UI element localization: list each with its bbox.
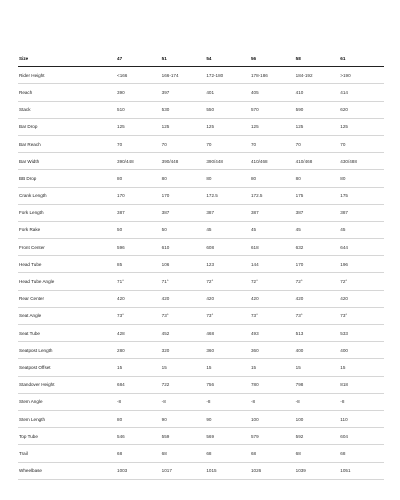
table-row: [18, 342, 384, 359]
table-row: [18, 135, 384, 152]
header-size-label: Size: [18, 50, 116, 67]
table-cell: 620: [339, 101, 384, 118]
table-cell: 320: [161, 342, 206, 359]
row-label: Seat Angle: [18, 307, 116, 324]
row-label: Standover Height: [18, 376, 116, 393]
row-label: Reach: [18, 84, 116, 101]
table-cell: 420: [161, 290, 206, 307]
table-cell: 360: [250, 342, 295, 359]
header-size-56: 56: [250, 50, 295, 67]
table-cell: 125: [339, 118, 384, 135]
table-cell: 196: [339, 256, 384, 273]
table-cell: 559: [161, 428, 206, 445]
table-cell: 632: [295, 239, 340, 256]
table-cell: 387: [250, 204, 295, 221]
table-cell: <166: [116, 67, 161, 84]
table-cell: 106: [161, 256, 206, 273]
table-cell: 592: [295, 428, 340, 445]
table-cell: 684: [116, 376, 161, 393]
table-cell: 510: [116, 101, 161, 118]
table-row: [18, 256, 384, 273]
table-cell: 68: [205, 445, 250, 462]
table-row: [18, 290, 384, 307]
table-body: [18, 67, 384, 480]
table-cell: 1051: [339, 462, 384, 479]
table-cell: 72°: [205, 273, 250, 290]
table-cell: 400: [339, 342, 384, 359]
table-cell: 610: [161, 239, 206, 256]
table-row: [18, 118, 384, 135]
table-cell: 387: [295, 204, 340, 221]
table-cell: 80: [161, 170, 206, 187]
table-row: [18, 445, 384, 462]
table-cell: 68: [295, 445, 340, 462]
row-label: Bar Drop: [18, 118, 116, 135]
table-cell: 420: [205, 290, 250, 307]
row-label: Stem Angle: [18, 393, 116, 410]
table-cell: 170: [295, 256, 340, 273]
table-cell: 15: [250, 359, 295, 376]
table-cell: -8: [339, 393, 384, 410]
table-cell: 80: [339, 170, 384, 187]
table-cell: 125: [161, 118, 206, 135]
table-cell: 72°: [295, 273, 340, 290]
table-cell: 72°: [339, 273, 384, 290]
row-label: Crank Length: [18, 187, 116, 204]
table-cell: 569: [205, 428, 250, 445]
table-cell: 604: [339, 428, 384, 445]
table-cell: 390/448: [161, 153, 206, 170]
table-header: [18, 50, 384, 67]
table-cell: 172.5: [205, 187, 250, 204]
table-cell: 90: [161, 410, 206, 427]
table-cell: 550: [205, 101, 250, 118]
table-cell: -8: [250, 393, 295, 410]
table-cell: -8: [116, 393, 161, 410]
table-cell: 125: [205, 118, 250, 135]
table-cell: 80: [250, 170, 295, 187]
table-cell: 80: [116, 170, 161, 187]
table-row: [18, 376, 384, 393]
table-cell: 280: [116, 342, 161, 359]
table-cell: 387: [339, 204, 384, 221]
row-label: Stack: [18, 101, 116, 118]
table-cell: 68: [250, 445, 295, 462]
table-cell: 73°: [205, 307, 250, 324]
table-cell: 144: [250, 256, 295, 273]
table-cell: 387: [205, 204, 250, 221]
row-label: Head Tube Angle: [18, 273, 116, 290]
table-row: [18, 239, 384, 256]
table-cell: 530: [161, 101, 206, 118]
row-label: Trail: [18, 445, 116, 462]
table-cell: 68: [339, 445, 384, 462]
table-cell: 420: [339, 290, 384, 307]
table-row: [18, 84, 384, 101]
table-cell: 80: [295, 170, 340, 187]
table-cell: 430/488: [339, 153, 384, 170]
table-cell: 184-192: [295, 67, 340, 84]
header-size-61: 61: [339, 50, 384, 67]
table-cell: 513: [295, 325, 340, 342]
table-cell: 73°: [250, 307, 295, 324]
table-cell: 72°: [250, 273, 295, 290]
table-cell: 73°: [116, 307, 161, 324]
table-cell: 71°: [116, 273, 161, 290]
table-cell: 125: [116, 118, 161, 135]
table-cell: 390/448: [116, 153, 161, 170]
table-cell: 410: [295, 84, 340, 101]
table-row: [18, 410, 384, 427]
table-row: [18, 221, 384, 238]
table-cell: 452: [161, 325, 206, 342]
table-cell: 420: [116, 290, 161, 307]
table-cell: 73°: [339, 307, 384, 324]
table-cell: 170: [116, 187, 161, 204]
header-size-47: 47: [116, 50, 161, 67]
table-cell: 80: [205, 170, 250, 187]
row-label: BB Drop: [18, 170, 116, 187]
row-label: Seat Tube: [18, 325, 116, 342]
table-cell: 590: [295, 101, 340, 118]
table-row: [18, 307, 384, 324]
table-cell: 45: [339, 221, 384, 238]
row-label: Fork Rake: [18, 221, 116, 238]
table-cell: 125: [295, 118, 340, 135]
table-cell: 410/468: [250, 153, 295, 170]
table-cell: 15: [339, 359, 384, 376]
table-cell: 15: [205, 359, 250, 376]
table-cell: 45: [250, 221, 295, 238]
table-cell: 405: [250, 84, 295, 101]
table-cell: 1039: [295, 462, 340, 479]
table-cell: 68: [116, 445, 161, 462]
table-cell: 73°: [161, 307, 206, 324]
geometry-table: [18, 50, 384, 480]
table-cell: 175: [295, 187, 340, 204]
table-cell: 1026: [250, 462, 295, 479]
table-cell: 387: [116, 204, 161, 221]
row-label: Stem Length: [18, 410, 116, 427]
table-cell: 45: [295, 221, 340, 238]
table-cell: 70: [339, 135, 384, 152]
table-cell: 68: [161, 445, 206, 462]
table-cell: 570: [250, 101, 295, 118]
table-cell: 110: [339, 410, 384, 427]
table-cell: 73°: [295, 307, 340, 324]
table-row: [18, 273, 384, 290]
table-cell: 533: [339, 325, 384, 342]
table-cell: 70: [250, 135, 295, 152]
table-cell: 1003: [116, 462, 161, 479]
row-label: Rear Center: [18, 290, 116, 307]
table-cell: 493: [250, 325, 295, 342]
table-row: [18, 325, 384, 342]
table-cell: 390: [116, 84, 161, 101]
table-cell: 100: [250, 410, 295, 427]
table-row: [18, 393, 384, 410]
table-cell: 546: [116, 428, 161, 445]
table-cell: 468: [205, 325, 250, 342]
table-cell: 15: [116, 359, 161, 376]
table-row: [18, 359, 384, 376]
table-cell: 90: [205, 410, 250, 427]
row-label: Fork Length: [18, 204, 116, 221]
table-cell: 1017: [161, 462, 206, 479]
row-label: Front Center: [18, 239, 116, 256]
table-row: [18, 187, 384, 204]
table-cell: 15: [161, 359, 206, 376]
header-size-51: 51: [161, 50, 206, 67]
table-cell: 360: [205, 342, 250, 359]
table-row: [18, 428, 384, 445]
table-cell: 70: [116, 135, 161, 152]
row-label: Top Tube: [18, 428, 116, 445]
table-cell: 410/468: [295, 153, 340, 170]
row-label: Seatpost Length: [18, 342, 116, 359]
row-label: Bar Width: [18, 153, 116, 170]
table-row: [18, 101, 384, 118]
row-label: Head Tube: [18, 256, 116, 273]
table-cell: 175: [339, 187, 384, 204]
table-cell: 178-186: [250, 67, 295, 84]
table-cell: 420: [250, 290, 295, 307]
table-row: [18, 204, 384, 221]
table-cell: 125: [250, 118, 295, 135]
table-cell: >190: [339, 67, 384, 84]
table-cell: 400: [295, 342, 340, 359]
table-cell: 50: [116, 221, 161, 238]
table-cell: 70: [295, 135, 340, 152]
table-cell: 579: [250, 428, 295, 445]
table-cell: 414: [339, 84, 384, 101]
table-cell: 756: [205, 376, 250, 393]
table-cell: 401: [205, 84, 250, 101]
table-row: [18, 170, 384, 187]
table-cell: -8: [295, 393, 340, 410]
table-cell: 387: [161, 204, 206, 221]
table-cell: 608: [205, 239, 250, 256]
table-cell: 818: [339, 376, 384, 393]
table-row: [18, 153, 384, 170]
table-row: [18, 67, 384, 84]
table-cell: 70: [205, 135, 250, 152]
table-cell: 170: [161, 187, 206, 204]
table-cell: 71°: [161, 273, 206, 290]
table-cell: 172-180: [205, 67, 250, 84]
table-cell: 390/448: [205, 153, 250, 170]
table-cell: 85: [116, 256, 161, 273]
row-label: Seatpost Offset: [18, 359, 116, 376]
table-cell: 172.5: [250, 187, 295, 204]
table-cell: 166-174: [161, 67, 206, 84]
table-cell: 397: [161, 84, 206, 101]
table-cell: 15: [295, 359, 340, 376]
table-cell: 596: [116, 239, 161, 256]
table-cell: 722: [161, 376, 206, 393]
table-cell: 70: [161, 135, 206, 152]
table-row: [18, 462, 384, 479]
table-cell: 428: [116, 325, 161, 342]
table-cell: 100: [295, 410, 340, 427]
row-label: Rider Height: [18, 67, 116, 84]
header-row: [18, 50, 384, 67]
table-cell: 420: [295, 290, 340, 307]
header-size-54: 54: [205, 50, 250, 67]
table-cell: 80: [116, 410, 161, 427]
table-cell: 50: [161, 221, 206, 238]
table-cell: 45: [205, 221, 250, 238]
table-cell: 618: [250, 239, 295, 256]
row-label: Wheelbase: [18, 462, 116, 479]
header-size-58: 58: [295, 50, 340, 67]
table-cell: 780: [250, 376, 295, 393]
table-cell: 798: [295, 376, 340, 393]
table-cell: 123: [205, 256, 250, 273]
table-cell: 644: [339, 239, 384, 256]
row-label: Bar Reach: [18, 135, 116, 152]
table-cell: 1015: [205, 462, 250, 479]
table-cell: -8: [205, 393, 250, 410]
table-cell: -8: [161, 393, 206, 410]
